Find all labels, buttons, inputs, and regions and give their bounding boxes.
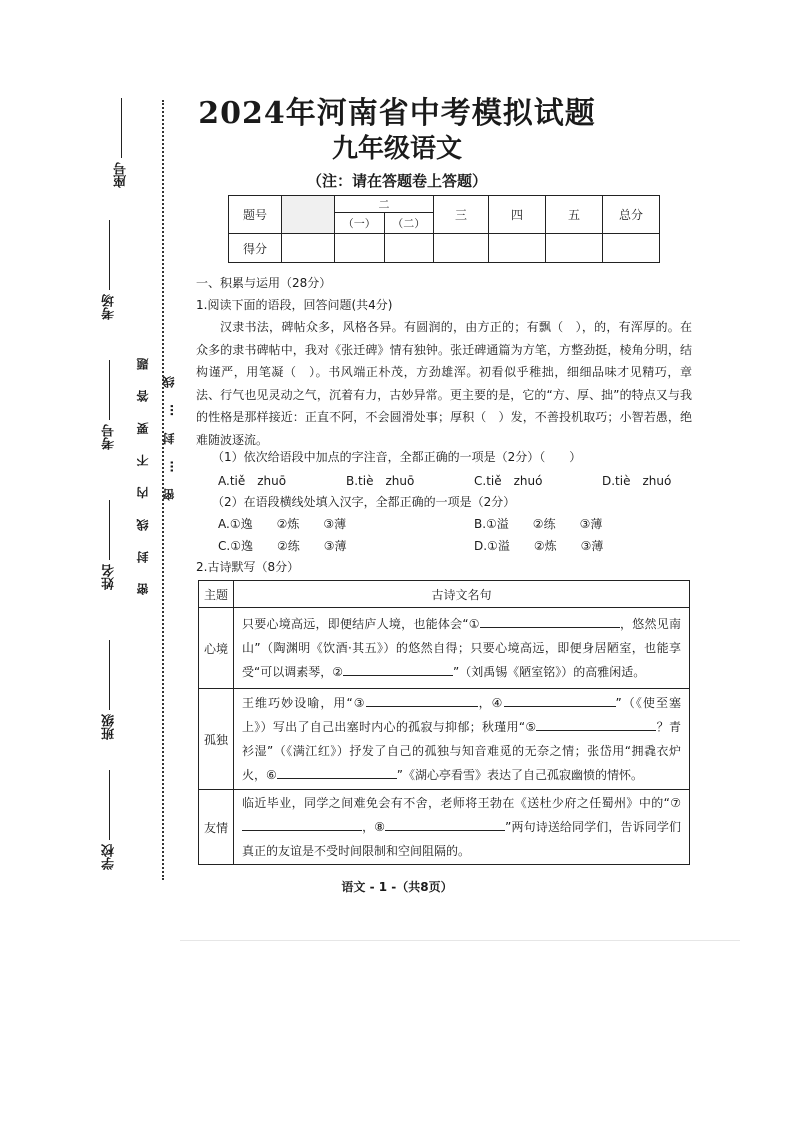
option-d[interactable]: D.①溢 ②炼 ③薄	[474, 539, 604, 553]
question-1-prompt: 1.阅读下面的语段，回答问题(共4分)	[196, 298, 393, 312]
poem-col-topic: 主题	[199, 581, 234, 608]
blank-4[interactable]	[504, 692, 616, 707]
poem-row-text: 只要心境高远，即便结庐人境，也能体会“① ，悠然见南山”（陶渊明《饮酒·其五》）的悠然自得；只要心境高远，即便身居陋室，也能享受“可以调素琴，② ”（刘禹锡《陋室铭》）的高雅闲适。	[234, 608, 690, 689]
exam-room-label: 考场	[102, 294, 117, 320]
poem-col-lines: 古诗文名句	[234, 581, 690, 608]
score-part2-sub2: （二）	[384, 213, 434, 234]
score-part2: 二	[335, 196, 434, 213]
school-label: 学校	[102, 844, 117, 870]
name-label: 姓名	[102, 564, 117, 590]
poem-row-text: 临近毕业，同学之间难免会有不舍，老师将王勃在《送杜少府之任蜀州》中的“⑦，⑧ ”两句诗送给同学们，告诉同学们真正的友谊是不受时间限制和空间阻隔的。	[234, 790, 690, 865]
option-c[interactable]: C.①逸 ②练 ③薄	[218, 539, 347, 553]
seal-dotted-line	[162, 100, 164, 880]
blank-6[interactable]	[277, 764, 397, 779]
score-part3: 三	[434, 196, 489, 234]
exam-no-field	[100, 360, 119, 450]
score-cell[interactable]	[489, 234, 546, 263]
score-part1-cell	[282, 196, 335, 234]
seal-warning: 密 封 线 内 不 要 答 题	[136, 350, 150, 596]
poem-table	[198, 580, 690, 865]
class-field	[100, 640, 119, 740]
blank-5[interactable]	[536, 716, 656, 731]
class-label: 班级	[102, 714, 117, 740]
poem-row-text: 王维巧妙设喻，用“③ ，④ ”（《使至塞上》）写出了自己出塞时内心的孤寂与抑郁；秋瑾用“⑤ ？青衫湿”（《满江红》）抒发了自己的孤独与知音难觅的无奈之情；张岱用“拥毳衣炉火，⑥ ”《湖心亭看雪》表达了自己孤寂幽愤的情怀。	[234, 689, 690, 790]
poem-topic: 友情	[199, 790, 234, 865]
blank-7[interactable]	[242, 816, 362, 831]
exam-title: 2024年河南省中考模拟试题	[198, 96, 596, 131]
score-cell[interactable]	[384, 234, 434, 263]
score-row-label: 得分	[229, 234, 282, 263]
answer-note: （注：请在答题卷上答题）	[306, 172, 487, 190]
option-b[interactable]: B.①溢 ②练 ③薄	[474, 517, 603, 531]
page-footer: 语文 - 1 -（共8页）	[341, 880, 453, 894]
seal-marks: 密 … 封 … 线	[162, 370, 176, 501]
school-field	[100, 770, 119, 870]
name-field	[100, 500, 119, 590]
question-2-prompt: 2.古诗默写（8分）	[196, 560, 300, 574]
option-a[interactable]: A.tiě zhuō	[218, 474, 287, 488]
seat-label: 座号	[114, 162, 129, 188]
option-c[interactable]: C.tiě zhuó	[474, 474, 543, 488]
score-table	[228, 195, 660, 263]
option-d[interactable]: D.tiè zhuó	[602, 474, 672, 488]
score-cell[interactable]	[282, 234, 335, 263]
score-total: 总分	[603, 196, 660, 234]
subquestion-2: （2）在语段横线处填入汉字，全都正确的一项是（2分）	[212, 495, 516, 509]
blank-3[interactable]	[366, 692, 478, 707]
poem-topic: 孤独	[199, 689, 234, 790]
score-part2-sub1: （一）	[335, 213, 385, 234]
exam-no-label: 考号	[102, 424, 117, 450]
section-heading: 一、积累与运用（28分）	[196, 276, 332, 290]
blank-1[interactable]	[480, 613, 620, 628]
blank-8[interactable]	[385, 816, 505, 831]
score-part5: 五	[546, 196, 603, 234]
subquestion-1: （1）依次给语段中加点的字注音，全都正确的一项是（2分）（ ）	[212, 450, 582, 464]
score-cell[interactable]	[434, 234, 489, 263]
poem-topic: 心境	[199, 608, 234, 689]
option-b[interactable]: B.tiè zhuō	[346, 474, 415, 488]
score-header-label: 题号	[229, 196, 282, 234]
blank-2[interactable]	[343, 661, 453, 676]
score-cell[interactable]	[546, 234, 603, 263]
option-a[interactable]: A.①逸 ②炼 ③薄	[218, 517, 347, 531]
exam-room-field	[100, 220, 119, 320]
exam-subtitle: 九年级语文	[331, 134, 462, 164]
score-cell[interactable]	[603, 234, 660, 263]
score-cell[interactable]	[335, 234, 385, 263]
reading-passage: 汉隶书法，碑帖众多，风格各异。有圆润的，由方正的；有飘（ ），的，有浑厚的。在众多的隶书碑帖中，我对《张迁碑》情有独钟。张迁碑通篇为方笔，方整劲挺，棱角分明，结构谨严，用笔凝（ ）。书风端正朴茂，方劲雄浑。初看似乎稚拙，细细品味才见精巧，章法、行气也见灵动之气，沉着有力，古妙异常。更主要的是，它的“方、厚、拙”的特点又与我的性格是那样接近：正直不阿，不会圆滑处事；厚积（ ）发，不善投机取巧；小智若愚，绝难随波逐流。	[196, 320, 692, 447]
score-part4: 四	[489, 196, 546, 234]
scan-edge-line	[180, 940, 740, 941]
